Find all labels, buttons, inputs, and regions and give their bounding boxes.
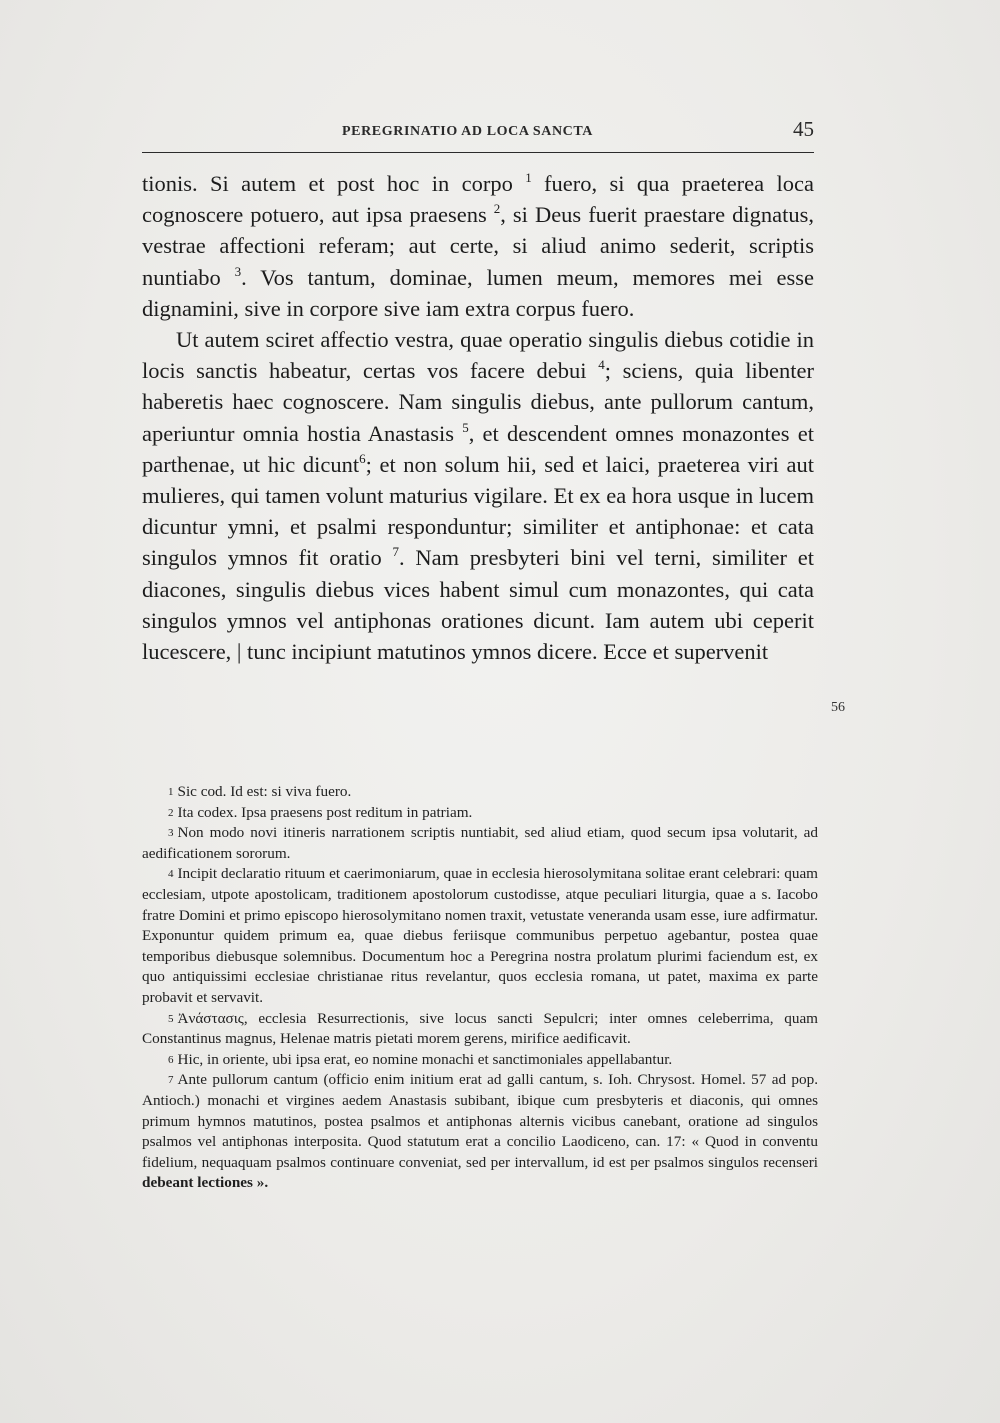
- footnote-number: 4: [168, 868, 174, 881]
- footnote-ref-4: 4: [598, 357, 605, 373]
- paragraph-1: [142, 168, 814, 324]
- footnote-ref-2: 2: [493, 201, 501, 217]
- footnote-ref-7: 7: [392, 544, 399, 560]
- footnote-6: [142, 1050, 818, 1071]
- footnote-text: Incipit declaratio rituum et caerimoniarum, quae in ecclesia hierosolymitana solitae erant celebrari: quam ecclesiam, utpote apostolicam, traditionem apostolorum custodisse, atque peculiari liturgia, quae a s. Iacobo fratre Domini et primo episcopo hierosolymitano nomen traxit, vetustate veneranda usam esse, iure adfirmatur. Exponuntur quidem primum ea, quae diebus feriisque communibus perpetuo agebantur, postea quae temporibus diebusque solemnibus. Documentum hoc a Peregrina nostra prolatum plurimi faciendum est, ex quo antiquissimi ecclesiae christianae ritus revelantur, quos ecclesia romana, ut patet, maxima ex parte probavit et servavit.: [142, 865, 818, 1006]
- footnote-text: Hic, in oriente, ubi ipsa erat, eo nomine monachi et sanctimoniales appellabantur.: [177, 1050, 673, 1068]
- text-run: fuero, si qua praeterea loca cognoscere potuero, aut ipsa praesens: [142, 171, 814, 228]
- page-number: 45: [793, 117, 814, 141]
- footnote-2: [142, 803, 818, 824]
- text-run: tionis. Si autem et post hoc in corpo: [142, 171, 526, 196]
- footnote-ref-5: 5: [462, 419, 469, 435]
- footnote-1: [142, 782, 818, 803]
- footnote-text: Ἀνάστασις, ecclesia Resurrectionis, sive locus sancti Sepulcri; inter omnes celeberrima, quam Constantinus magnus, Helenae matris pietati morem gerens, mirifice aedificavit.: [142, 1009, 818, 1048]
- footnote-text: Sic cod. Id est: si viva fuero.: [177, 783, 352, 800]
- running-head: [142, 117, 814, 150]
- footnote-4: [142, 864, 818, 1008]
- footnote-5: [142, 1009, 818, 1050]
- text-run: , et descendent omnes monazontes et parthenae, ut hic dicunt: [142, 420, 814, 477]
- margin-page-reference: 56: [831, 700, 845, 715]
- running-title: PEREGRINATIO AD LOCA SANCTA: [342, 124, 593, 139]
- text-run: ; sciens, quia libenter haberetis haec cognoscere. Nam singulis diebus, ante pullorum cantum, aperiuntur omnia hostia Anastasis: [142, 358, 814, 446]
- footnote-number: 3: [168, 827, 174, 840]
- header-rule: [142, 152, 814, 153]
- text-run: ; et non solum hii, sed et laici, praeterea viri aut mulieres, qui tamen volunt maturius vigilare. Et ex ea hora usque in lucem dicuntur ymni, et psalmi responduntur; similiter et antiphonae: et cata singulos ymnos fit oratio: [142, 451, 814, 571]
- footnote-number: 5: [168, 1012, 174, 1025]
- text-run: . Nam presbyteri bini vel terni, similiter et diacones, singulis diebus vices habent simul cum monazontes, qui cata singulos ymnos vel antiphonas orationes dicunt. Iam autem ubi ceperit lucescere, | tunc incipiunt matutinos ymnos dicere. Ecce et supervenit: [142, 545, 815, 665]
- text-run: , si Deus fuerit praestare dignatus, vestrae affectioni referam; aut certe, si aliud animo sederit, scriptis nuntiabo: [142, 202, 814, 290]
- footnote-3: [142, 823, 818, 864]
- footnote-text: Ita codex. Ipsa praesens post reditum in patriam.: [177, 803, 473, 821]
- footnote-ref-3: 3: [234, 263, 242, 279]
- footnote-number: 7: [168, 1074, 174, 1087]
- footnote-number: 6: [168, 1053, 174, 1066]
- footnote-ref-1: 1: [525, 170, 532, 185]
- main-text: [142, 168, 814, 667]
- footnote-ref-6: 6: [359, 450, 366, 466]
- text-run: . Vos tantum, dominae, lumen meum, memores mei esse dignamini, sive in corpore sive iam extra corpus fuero.: [142, 264, 814, 321]
- footnote-7: [142, 1070, 818, 1194]
- text-run: Ut autem sciret affectio vestra, quae operatio singulis diebus cotidie in locis sanctis habeatur, certas vos facere debui: [142, 327, 814, 384]
- footnote-text: Ante pullorum cantum (officio enim initium erat ad galli cantum, s. Ioh. Chrysost. Homel. 57 ad pop. Antioch.) monachi et virgines aedem Anastasis subibant, ibique cum presbyteris et diaconis, qui omnes primum hymnos matutinos, postea psalmos et antiphonas alternis vicibus canebant, oratione ad singulos psalmos vel antiphonas interposita. Quod statutum erat a concilio Laodiceno, can. 17: « Quod in conventu fidelium, nequaquam psalmos continuare conveniat, sed per intervallum, id est per psalmos singulos recenseri: [142, 1071, 818, 1171]
- footnote-number: 2: [168, 806, 174, 819]
- footnote-number: 1: [168, 786, 174, 798]
- footnotes: [142, 782, 818, 1194]
- footnote-text: Non modo novi itineris narrationem scriptis nuntiabit, sed aliud etiam, quod secum ipsa volutarit, ad aedificationem sororum.: [142, 824, 818, 862]
- paragraph-2: [142, 324, 814, 667]
- footnote-text-bold: debeant lectiones ».: [142, 1174, 269, 1192]
